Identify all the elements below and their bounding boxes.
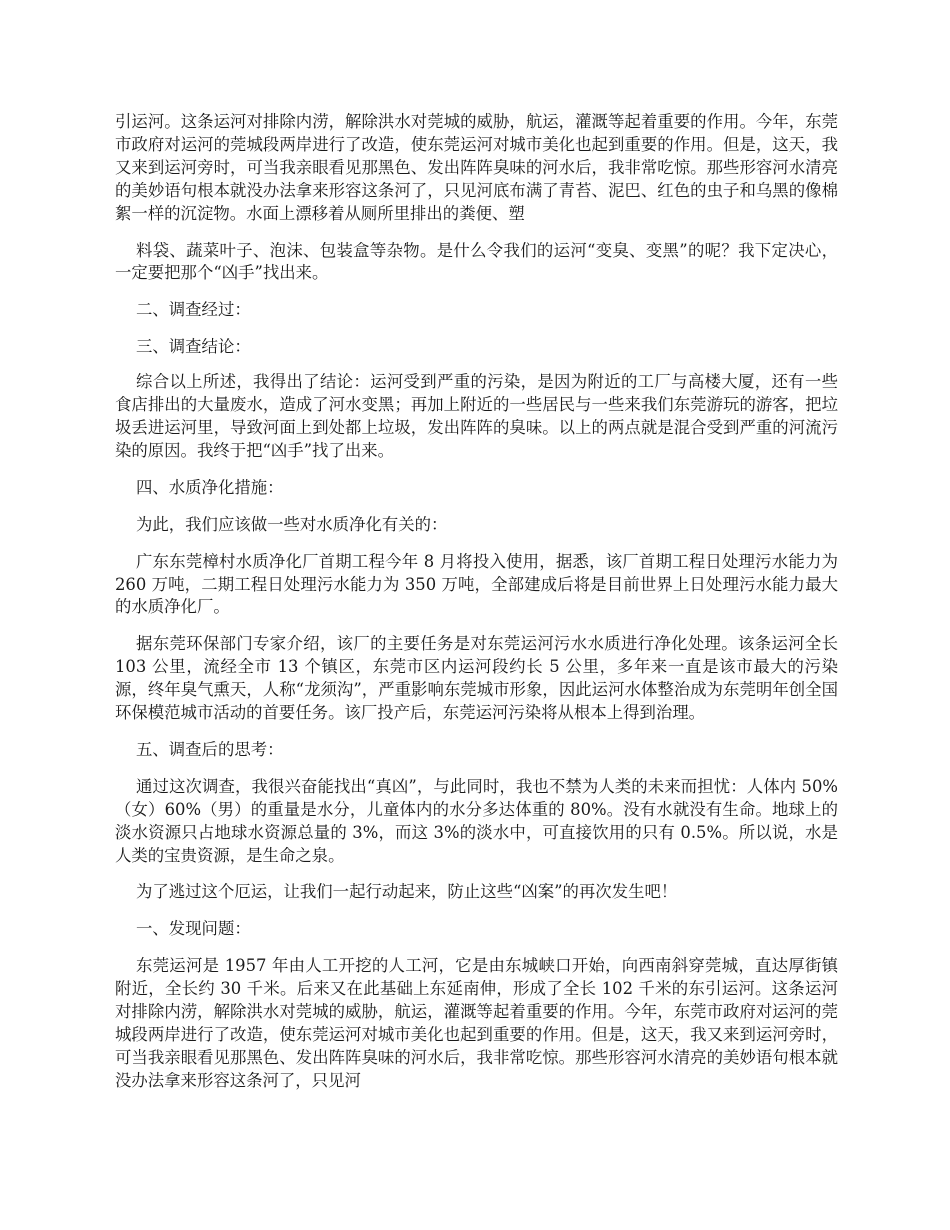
- paragraph-conclusion: 综合以上所述，我得出了结论：运河受到严重的污染，是因为附近的工厂与高楼大厦，还有一些食店排出的大量废水，造成了河水变黑；再加上附近的一些居民与一些来我们东莞游玩的游客，把垃圾丢进运河里，导致河面上到处都上垃圾，发出阵阵的臭味。以上的两点就是混合受到严重的河流污染的原因。我终于把“凶手”找了出来。: [115, 372, 838, 460]
- section-heading-purification: 四、水质净化措施：: [136, 477, 284, 497]
- paragraph-call-to-action: 为了逃过这个厄运，让我们一起行动起来，防止这些“凶案”的再次发生吧！: [136, 882, 678, 902]
- paragraph-2: 料袋、蔬菜叶子、泡沫、包装盒等杂物。是什么令我们的运河“变臭、变黑”的呢？我下定决心，一定要把那个“凶手”找出来。: [115, 240, 838, 283]
- paragraph-problem: 东莞运河是 1957 年由人工开挖的人工河，它是由东城峡口开始，向西南斜穿莞城，直达厚街镇附近，全长约 30 千米。后来又在此基础上东延南伸，形成了全长 102 千米的东引运河。这条运河对排除内涝，解除洪水对莞城的威胁，航运，灌溉等起着重要的作用。今年，东莞市政府对运河的莞城段两岸进行了改造，使东莞运河对城市美化也起到重要的作用。但是，这天，我又来到运河旁时，可当我亲眼看见那黑色、发出阵阵臭味的河水后，我非常吃惊。那些形容河水清亮的美妙语句根本就没办法拿来形容这条河了，只见河: [115, 956, 838, 1090]
- paragraph-reflection: 通过这次调查，我很兴奋能找出“真凶”，与此同时，我也不禁为人类的未来而担忧：人体内 50%（女）60%（男）的重量是水分，儿童体内的水分多达体重的 80%。没有水就没有生命。地球上的淡水资源只占地球水资源总量的 3%，而这 3%的淡水中，可直接饮用的只有 0.5%。所以说，水是人类的宝贵资源，是生命之泉。: [115, 776, 838, 865]
- section-heading-investigation: 二、调查经过：: [136, 300, 251, 320]
- paragraph-plant: 广东东莞樟村水质净化厂首期工程今年 8 月将投入使用，据悉，该厂首期工程日处理污水能力为 260 万吨，二期工程日处理污水能力为 350 万吨，全部建成后将是目前世界上日处理污水能力最大的水质净化厂。: [115, 551, 838, 617]
- document-body: [115, 111, 838, 1093]
- section-heading-problem: 一、发现问题：: [136, 919, 251, 939]
- section-heading-conclusion: 三、调查结论：: [136, 337, 251, 357]
- paragraph-expert: 据东莞环保部门专家介绍，该厂的主要任务是对东莞运河污水水质进行净化处理。该条运河全长 103 公里，流经全市 13 个镇区，东莞市区内运河段约长 5 公里，多年来一直是该市最大的污染源，终年臭气熏天，人称“龙须沟”，严重影响东莞城市形象，因此运河水体整治成为东莞明年创全国环保模范城市活动的首要任务。该厂投产后，东莞运河污染将从根本上得到治理。: [115, 634, 838, 723]
- section-heading-reflection: 五、调查后的思考：: [136, 739, 284, 759]
- paragraph-purification-intro: 为此，我们应该做一些对水质净化有关的：: [136, 514, 448, 534]
- paragraph-1: 引运河。这条运河对排除内涝，解除洪水对莞城的威胁，航运，灌溉等起着重要的作用。今年，东莞市政府对运河的莞城段两岸进行了改造，使东莞运河对城市美化也起到重要的作用。但是，这天，我又来到运河旁时，可当我亲眼看见那黑色、发出阵阵臭味的河水后，我非常吃惊。那些形容河水清亮的美妙语句根本就没办法拿来形容这条河了，只见河底布满了青苔、泥巴、红色的虫子和乌黑的像棉絮一样的沉淀物。水面上漂移着从厕所里排出的粪便、塑: [115, 112, 838, 223]
